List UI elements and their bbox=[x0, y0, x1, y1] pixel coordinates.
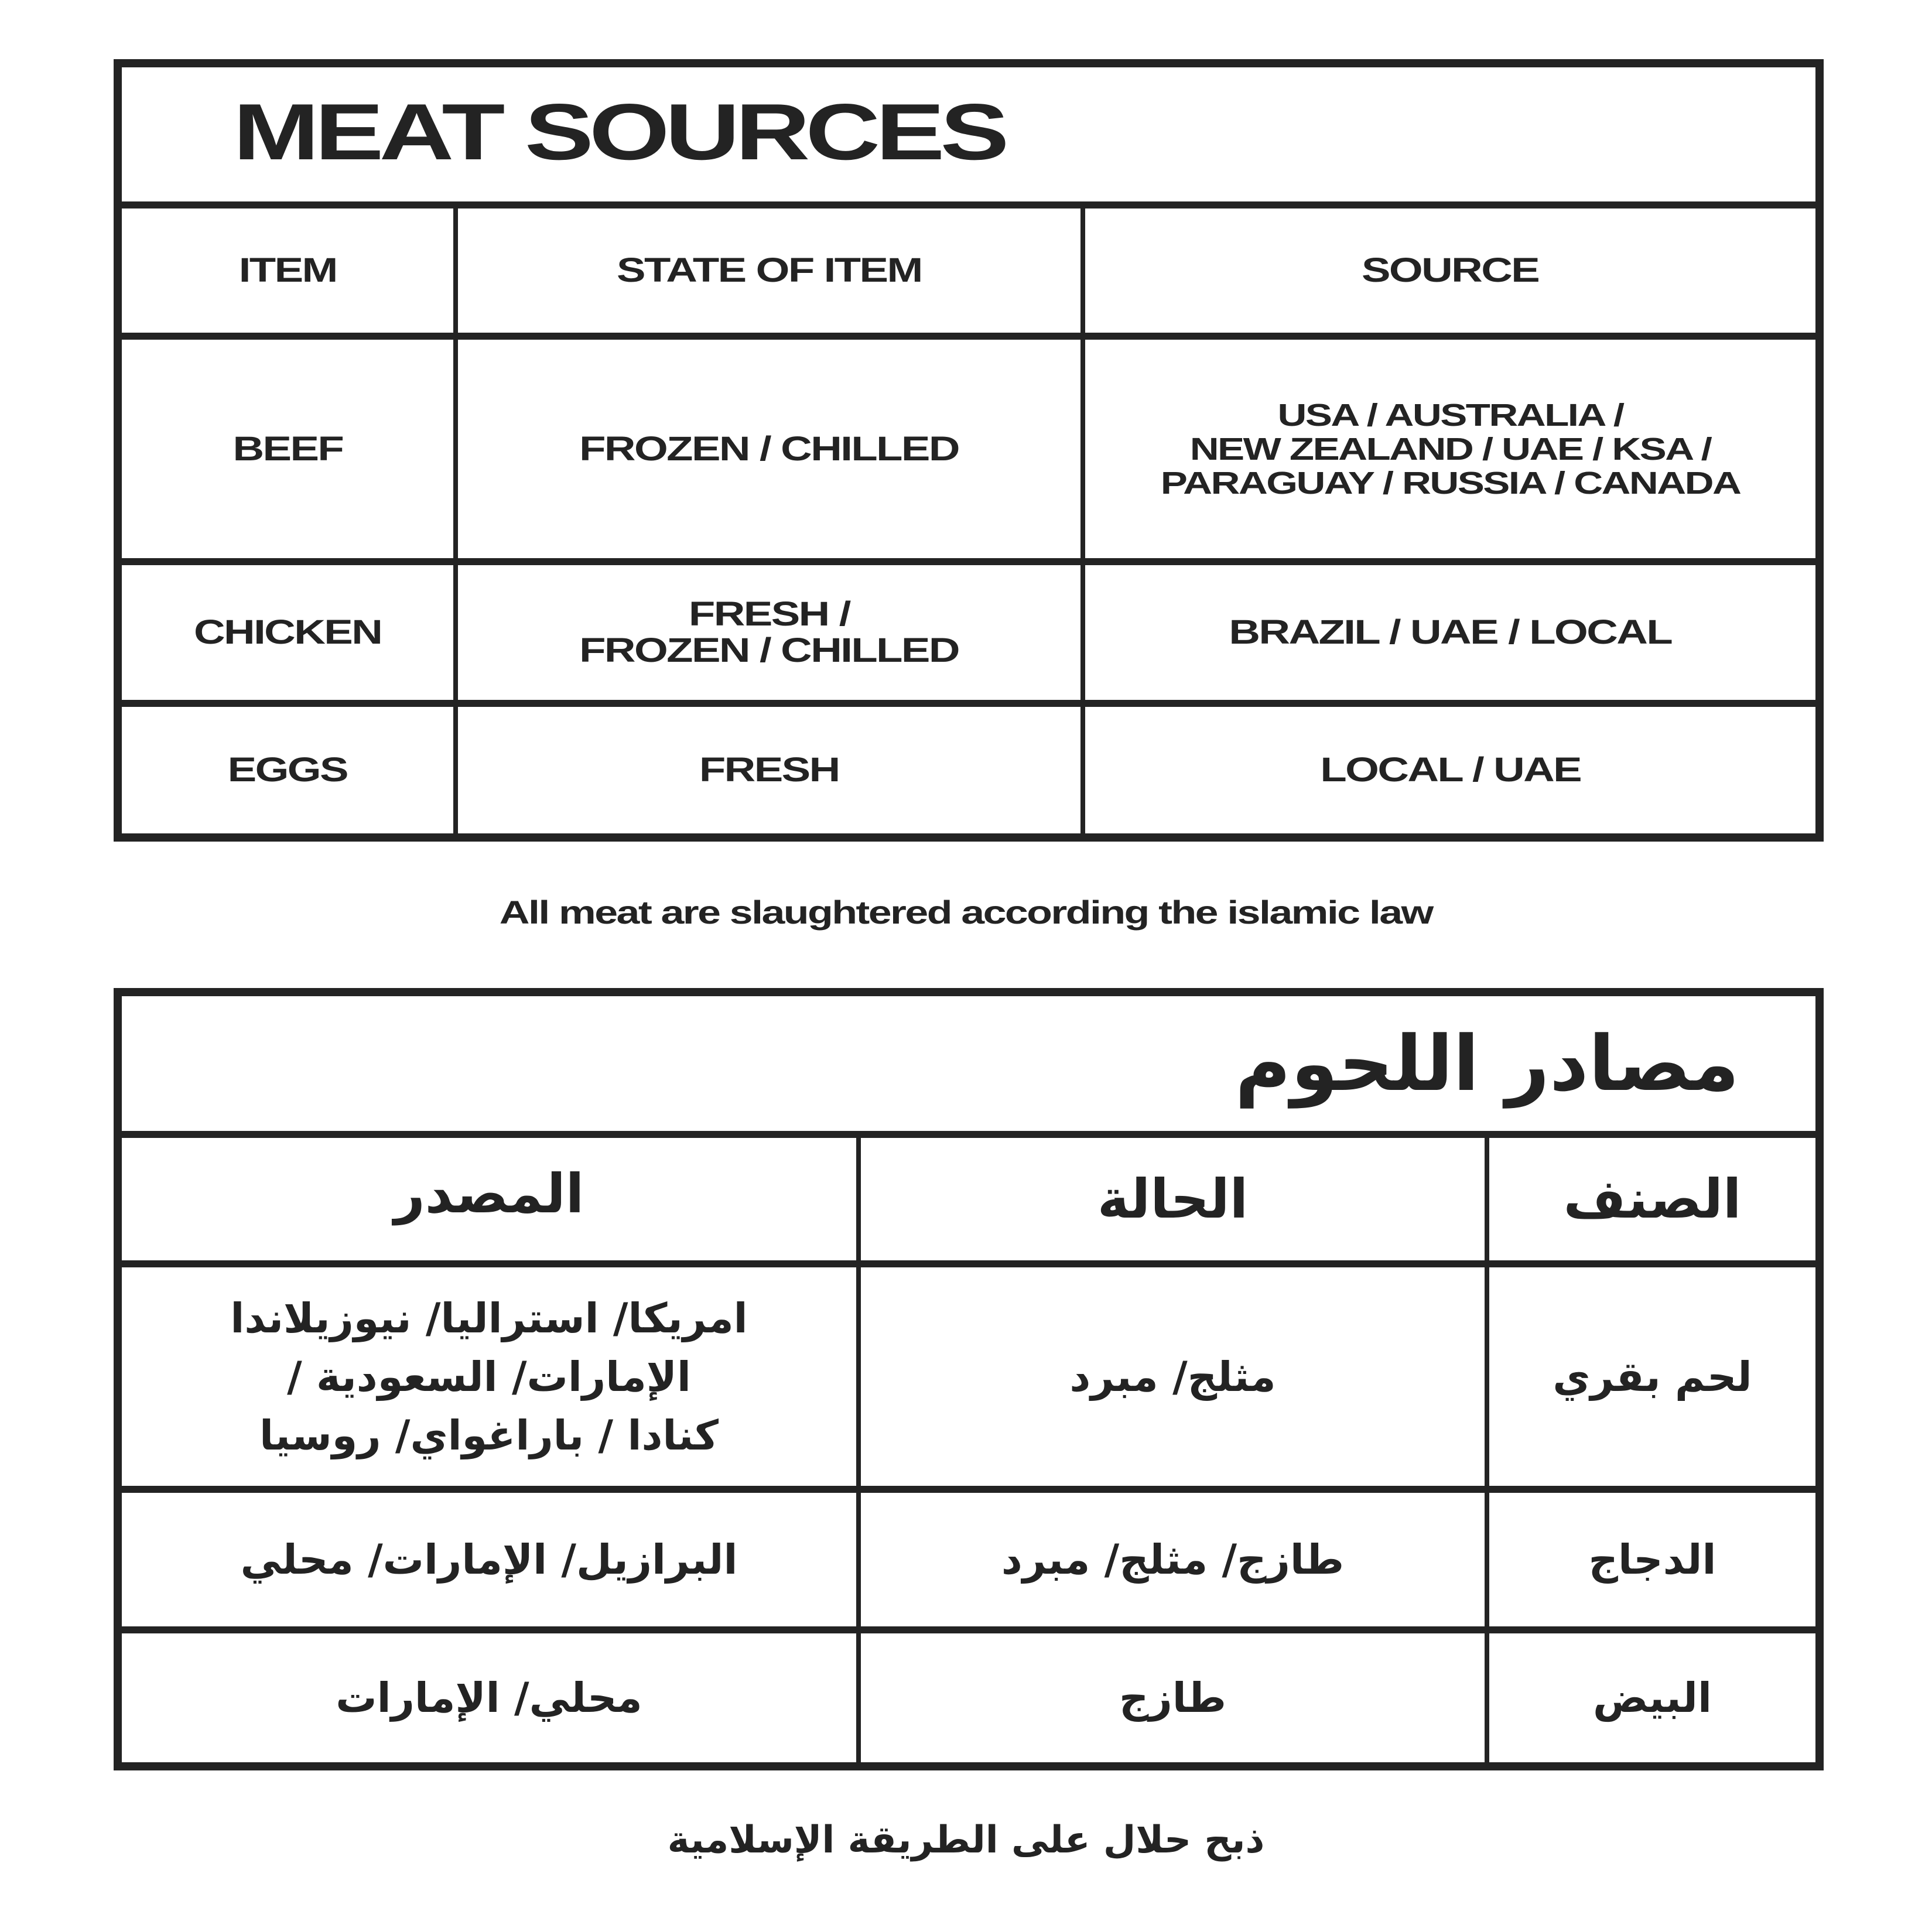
divider bbox=[453, 208, 458, 833]
header-source-ar: المصدر bbox=[394, 1162, 584, 1225]
cell-text: EGGS bbox=[227, 751, 348, 789]
cell-text: LOCAL / UAE bbox=[1320, 751, 1581, 789]
divider bbox=[122, 1131, 1815, 1138]
divider bbox=[122, 700, 1815, 707]
cell-text: FRESH / bbox=[689, 595, 850, 633]
divider bbox=[1485, 1138, 1489, 1762]
note-text: All meat are slaughtered according the islamic law bbox=[500, 894, 1432, 931]
table-row-chicken-state bbox=[458, 565, 1080, 700]
cell-text: FROZEN / CHILLED bbox=[579, 631, 959, 669]
cell-text: FROZEN / CHILLED bbox=[579, 429, 959, 468]
arabic-halal-note: ذبح حلال على الطريقة الإسلامية bbox=[667, 1818, 1265, 1862]
table-row-beef-state bbox=[458, 340, 1080, 558]
table-row-eggs-source-ar: محلي/ الإمارات bbox=[336, 1674, 642, 1722]
cell-text: PARAGUAY / RUSSIA / CANADA bbox=[1160, 465, 1740, 501]
header-state bbox=[458, 208, 1080, 333]
table-row-eggs-state-ar: طازج bbox=[1119, 1674, 1226, 1722]
table-row-eggs-item-ar: البيض bbox=[1593, 1674, 1712, 1722]
divider bbox=[856, 1138, 861, 1762]
english-halal-note bbox=[0, 893, 1932, 931]
arabic-table-title: مصادر اللحوم bbox=[1235, 1019, 1739, 1108]
header-item-ar: الصنف bbox=[1563, 1168, 1742, 1230]
english-table-title: MEAT SOURCES bbox=[233, 87, 1005, 176]
table-row-beef-source bbox=[1085, 340, 1815, 558]
table-row-beef-item bbox=[122, 340, 453, 558]
header-label: SOURCE bbox=[1362, 251, 1539, 289]
cell-text: USA / AUSTRALIA / bbox=[1277, 397, 1623, 433]
table-row-eggs-state bbox=[458, 707, 1080, 833]
header-label: ITEM bbox=[238, 251, 337, 289]
divider bbox=[122, 1486, 1815, 1493]
table-row-beef-state-ar: مثلج/ مبرد bbox=[1069, 1352, 1276, 1401]
cell-text: NEW ZEALAND / UAE / KSA / bbox=[1189, 431, 1711, 467]
cell-text: BEEF bbox=[232, 429, 343, 468]
header-item bbox=[122, 208, 453, 333]
cell-text: CHICKEN bbox=[193, 613, 382, 651]
table-row-chicken-item-ar: الدجاج bbox=[1588, 1536, 1716, 1584]
table-row-eggs-item bbox=[122, 707, 453, 833]
cell-text: امريكا/ استراليا/ نيوزيلاندا bbox=[230, 1294, 748, 1342]
arabic-meat-sources-table bbox=[114, 988, 1824, 1770]
table-row-beef-source-ar bbox=[122, 1267, 856, 1486]
cell-text: كنادا / باراغواي/ روسيا bbox=[259, 1411, 719, 1459]
header-label: STATE OF ITEM bbox=[617, 251, 922, 289]
table-row-chicken-source-ar: البرازيل/ الإمارات/ محلي bbox=[240, 1536, 738, 1584]
divider bbox=[122, 1626, 1815, 1633]
table-row-chicken-item bbox=[122, 565, 453, 700]
header-source bbox=[1085, 208, 1815, 333]
table-row-beef-item-ar: لحم بقري bbox=[1553, 1352, 1752, 1401]
table-row-eggs-source bbox=[1085, 707, 1815, 833]
divider bbox=[1080, 208, 1085, 833]
divider bbox=[122, 1260, 1815, 1267]
divider bbox=[122, 201, 1815, 208]
divider bbox=[122, 558, 1815, 565]
divider bbox=[122, 333, 1815, 340]
table-row-chicken-source bbox=[1085, 565, 1815, 700]
english-meat-sources-table bbox=[114, 59, 1824, 842]
cell-text: الإمارات/ السعودية / bbox=[287, 1352, 691, 1401]
cell-text: BRAZIL / UAE / LOCAL bbox=[1229, 613, 1672, 651]
header-state-ar: الحالة bbox=[1097, 1168, 1249, 1230]
cell-text: FRESH bbox=[699, 751, 839, 789]
table-row-chicken-state-ar: طازج/ مثلج/ مبرد bbox=[1001, 1536, 1345, 1584]
